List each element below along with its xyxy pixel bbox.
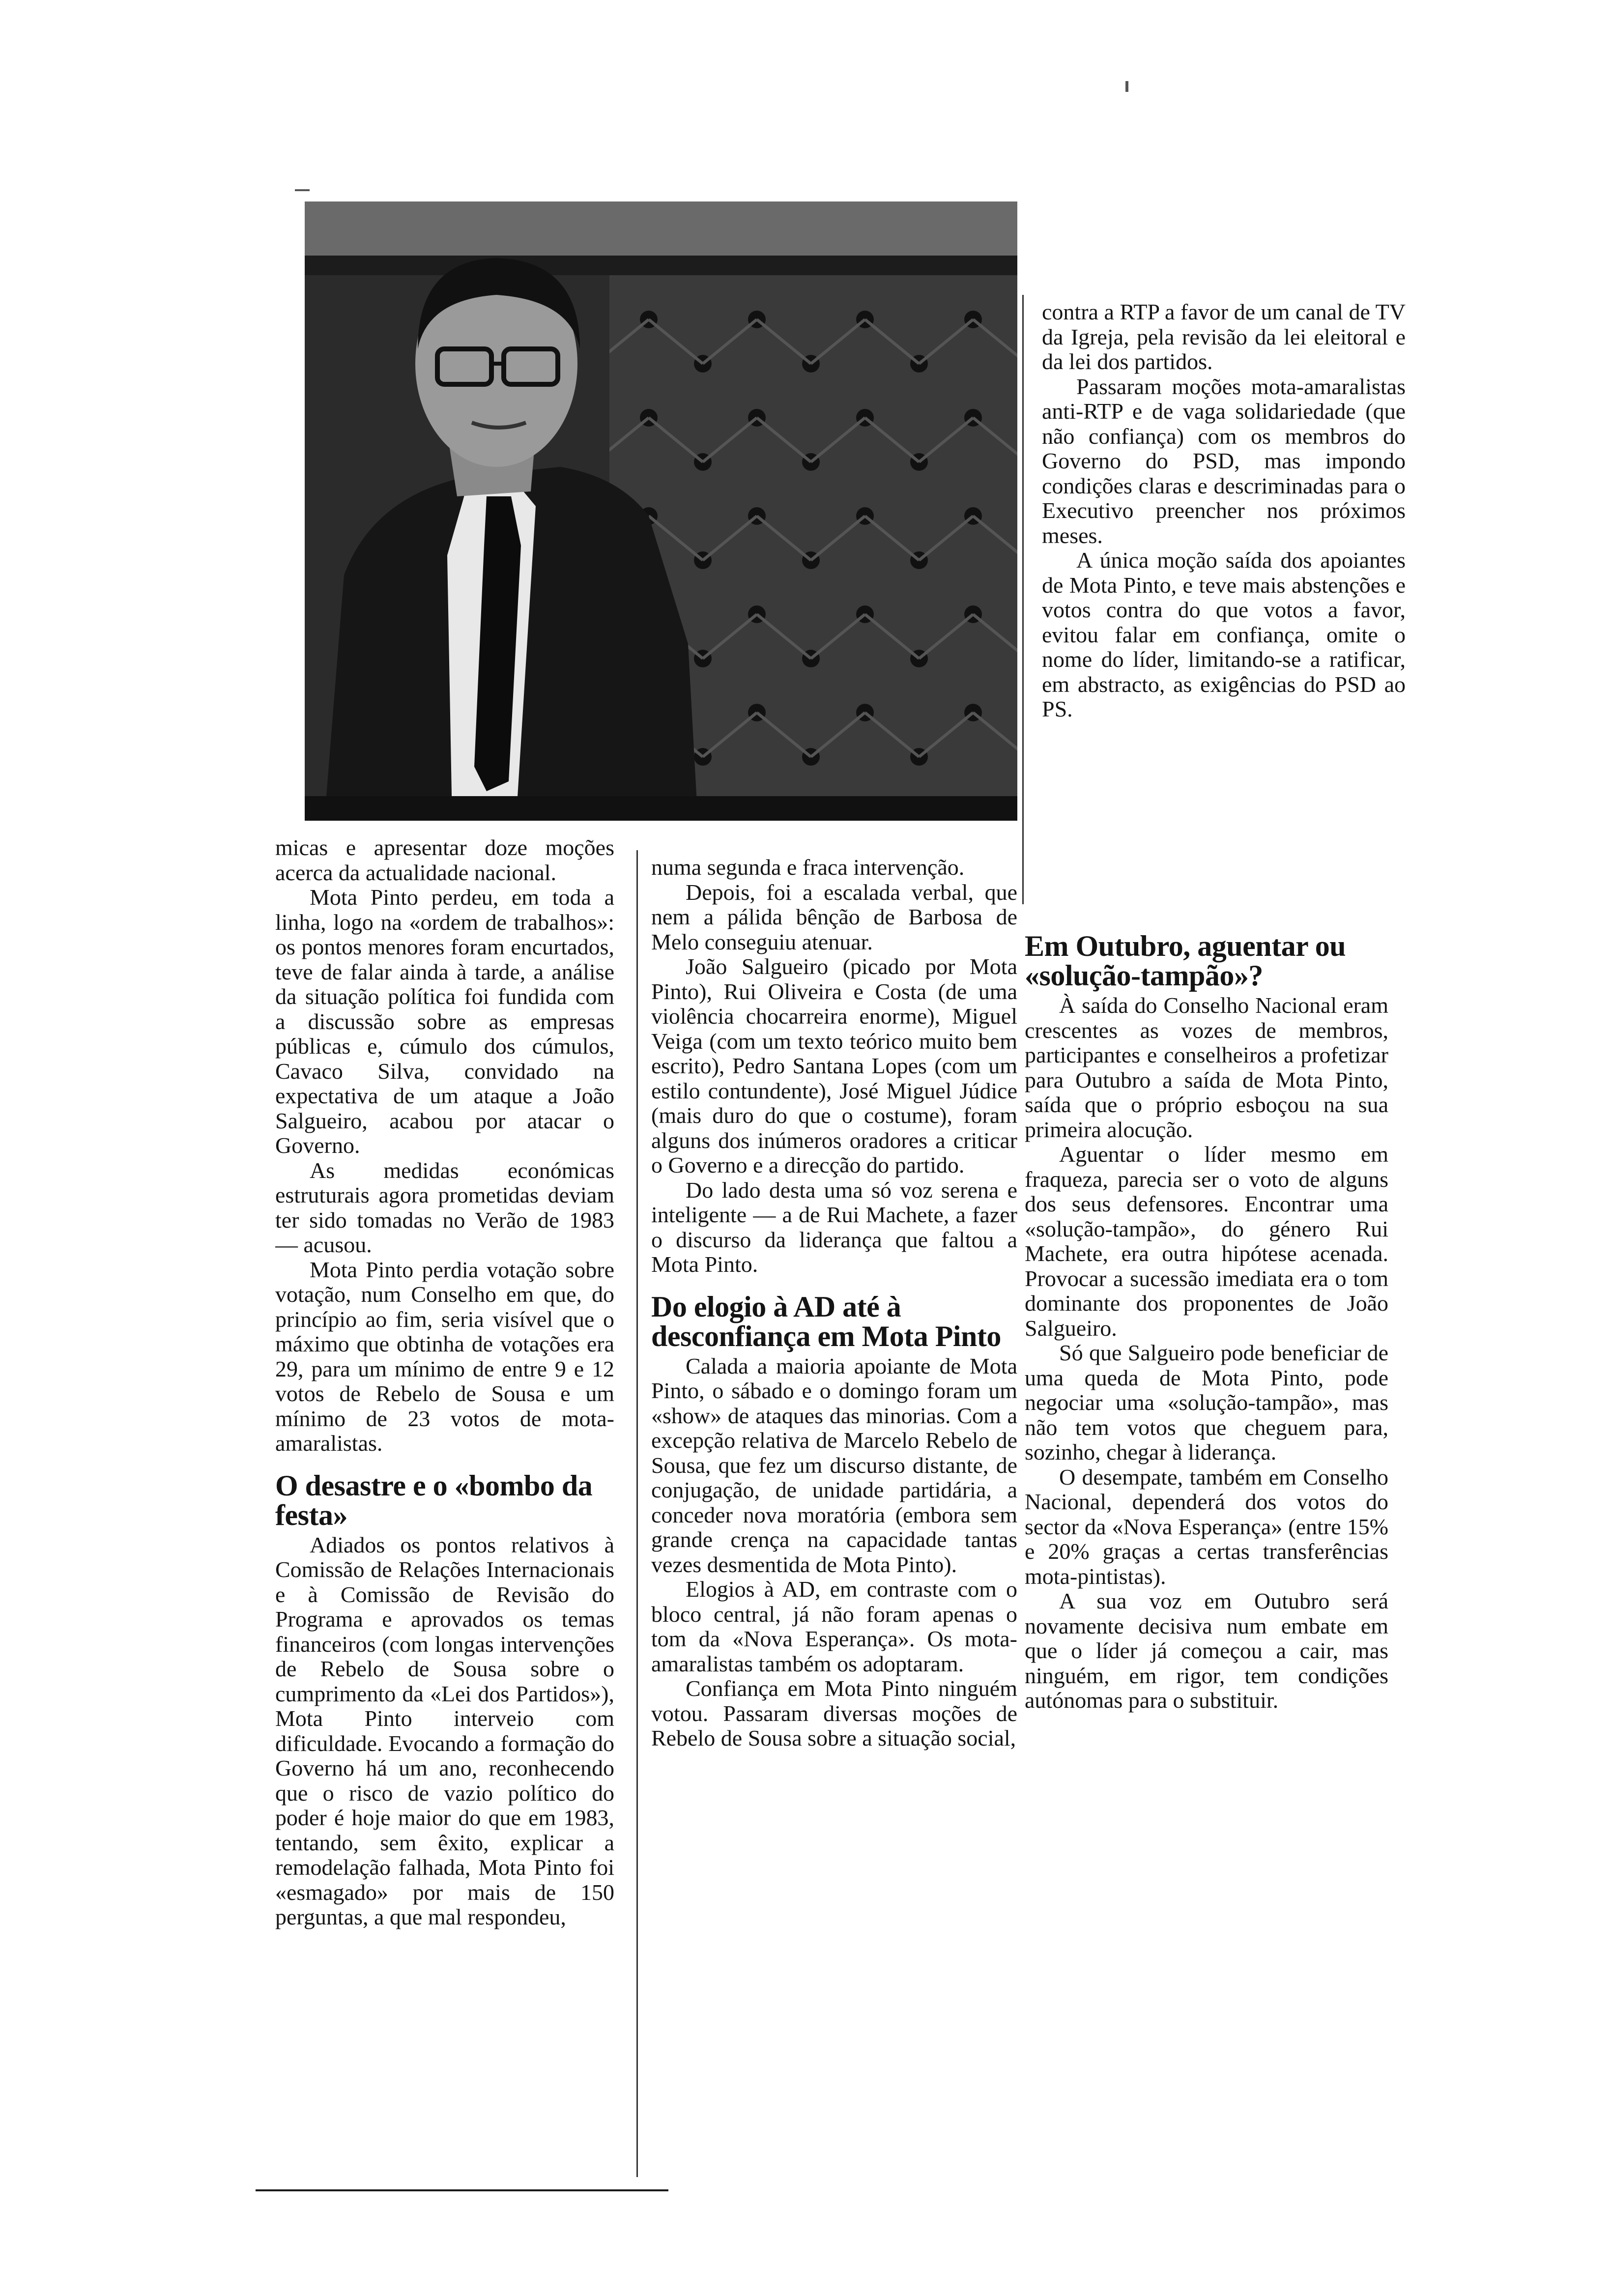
paragraph: À saída do Conselho Nacional eram crescentes as vozes de membros, participantes e conselheiros a profetizar para Outubro a saída de Mota Pinto, saída que o próprio esboçou na sua primeira alocução. bbox=[1025, 993, 1388, 1142]
column-divider bbox=[636, 850, 638, 2177]
scan-speck bbox=[295, 189, 310, 191]
article-column-left bbox=[275, 835, 614, 2180]
paragraph: Depois, foi a escalada verbal, que nem a pálida bênção de Barbosa de Melo conseguiu atenuar. bbox=[651, 879, 1017, 954]
article-column-right-top bbox=[1042, 300, 1406, 919]
paragraph: Aguentar o líder mesmo em fraqueza, parecia ser o voto de alguns dos seus defensores. Encontrar uma «solução-tampão», do género Rui Machete, era outra hipótese acenada. Provocar a sucessão imediata era o tom dominante dos proponentes de João Salgueiro. bbox=[1025, 1142, 1388, 1341]
article-photo bbox=[305, 201, 1017, 821]
paragraph: Só que Salgueiro pode beneficiar de uma queda de Mota Pinto, pode negociar uma «solução-tampão», mas não tem votos que cheguem para, sozinho, chegar à liderança. bbox=[1025, 1340, 1388, 1464]
bottom-rule bbox=[256, 2189, 668, 2191]
paragraph: A sua voz em Outubro será novamente decisiva num embate em que o líder já começou a cair, mas ninguém, em rigor, tem condições autónomas para o substituir. bbox=[1025, 1588, 1388, 1713]
article-column-right bbox=[1025, 931, 1388, 1767]
paragraph: Adiados os pontos relativos à Comissão de Relações Internacionais e à Comissão de Revisão do Programa e aprovados os temas financeiros (com longas intervenções de Rebelo de Sousa sobre o cumprimento da «Lei dos Partidos»), Mota Pinto interveio com dificuldade. Evocando a formação do Governo há um ano, reconhecendo que o risco de vazio político do poder é hoje maior do que em 1983, tentando, sem êxito, explicar a remodelação falhada, Mota Pinto foi «esmagado» por mais de 150 perguntas, a que mal respondeu, bbox=[275, 1532, 614, 1929]
paragraph: Mota Pinto perdeu, em toda a linha, logo na «ordem de trabalhos»: os pontos menores foram encurtados, teve de falar ainda à tarde, a análise da situação política foi fundida com a discussão sobre as empresas públicas e, cúmulo dos cúmulos, Cavaco Silva, convidado na expectativa de um ataque a João Salgueiro, acabou por atacar o Governo. bbox=[275, 885, 614, 1158]
paragraph: numa segunda e fraca intervenção. bbox=[651, 855, 965, 880]
paragraph: A única moção saída dos apoiantes de Mota Pinto, e teve mais abstenções e votos contra do que votos a favor, evitou falar em confiança, omite o nome do líder, limitando-se a ratificar, em abstracto, as exigências do PSD ao PS. bbox=[1042, 547, 1406, 721]
paragraph: As medidas económicas estruturais agora prometidas deviam ter sido tomadas no Verão de 1983 — acusou. bbox=[275, 1157, 614, 1257]
paragraph: João Salgueiro (picado por Mota Pinto), Rui Oliveira e Costa (de uma violência chocarreira enorme), Miguel Veiga (com um texto teórico muito bem escrito), Pedro Santana Lopes (com um estilo contundente), José Miguel Júdice (mais duro do que o costume), foram alguns dos inúmeros oradores a criticar o Governo e a direcção do partido. bbox=[651, 954, 1017, 1177]
paragraph: Mota Pinto perdia votação sobre votação, num Conselho em que, do princípio ao fim, seria visível que o máximo que obtinha de votações era 29, para um mínimo de entre 9 e 12 votos de Rebelo de Sousa e um mínimo de 23 votos de mota-amaralistas. bbox=[275, 1257, 614, 1456]
paragraph: contra a RTP a favor de um canal de TV da Igreja, pela revisão da lei eleitoral e da lei dos partidos. bbox=[1042, 300, 1406, 374]
paragraph: Elogios à AD, em contraste com o bloco central, já não foram apenas o tom da «Nova Esperança». Os mota-amaralistas também os adoptaram. bbox=[651, 1577, 1017, 1676]
section-heading: O desastre e o «bombo da festa» bbox=[275, 1469, 593, 1531]
section-heading: Em Outubro, aguentar ou «solução-tampão»? bbox=[1025, 931, 1346, 992]
paragraph: micas e apresentar doze moções acerca da actualidade nacional. bbox=[275, 835, 614, 885]
paragraph: Confiança em Mota Pinto ninguém votou. Passaram diversas moções de Rebelo de Sousa sobre a situação social, bbox=[651, 1676, 1017, 1751]
paragraph: Passaram moções mota-amaralistas anti-RTP e de vaga solidariedade (que não confiança) com os membros do Governo do PSD, mas impondo condições claras e descriminadas para o Executivo preencher nos próximos meses. bbox=[1042, 373, 1406, 548]
photo-image bbox=[305, 201, 1017, 821]
paragraph: Calada a maioria apoiante de Mota Pinto, o sábado e o domingo foram um «show» de ataques das minorias. Com a excepção relativa de Marcelo Rebelo de Sousa, que fez um discurso distante, de conjugação, de unidade partidária, a conceder nova moratória (embora sem grande crença na capacidade tantas vezes desmentida de Mota Pinto). bbox=[651, 1353, 1017, 1577]
scan-speck bbox=[1125, 81, 1128, 92]
article-column-middle bbox=[651, 855, 1017, 2177]
paragraph: Do lado desta uma só voz serena e inteligente — a de Rui Machete, a fazer o discurso da liderança que faltou a Mota Pinto. bbox=[651, 1177, 1017, 1277]
section-heading: Do elogio à AD até à desconfiança em Mota Pinto bbox=[651, 1290, 1001, 1352]
column-divider bbox=[1022, 295, 1024, 904]
paragraph: O desempate, também em Conselho Nacional, dependerá dos votos do sector da «Nova Esperança» (entre 15% e 20% graças a certas transferências mota-pintistas). bbox=[1025, 1464, 1388, 1589]
